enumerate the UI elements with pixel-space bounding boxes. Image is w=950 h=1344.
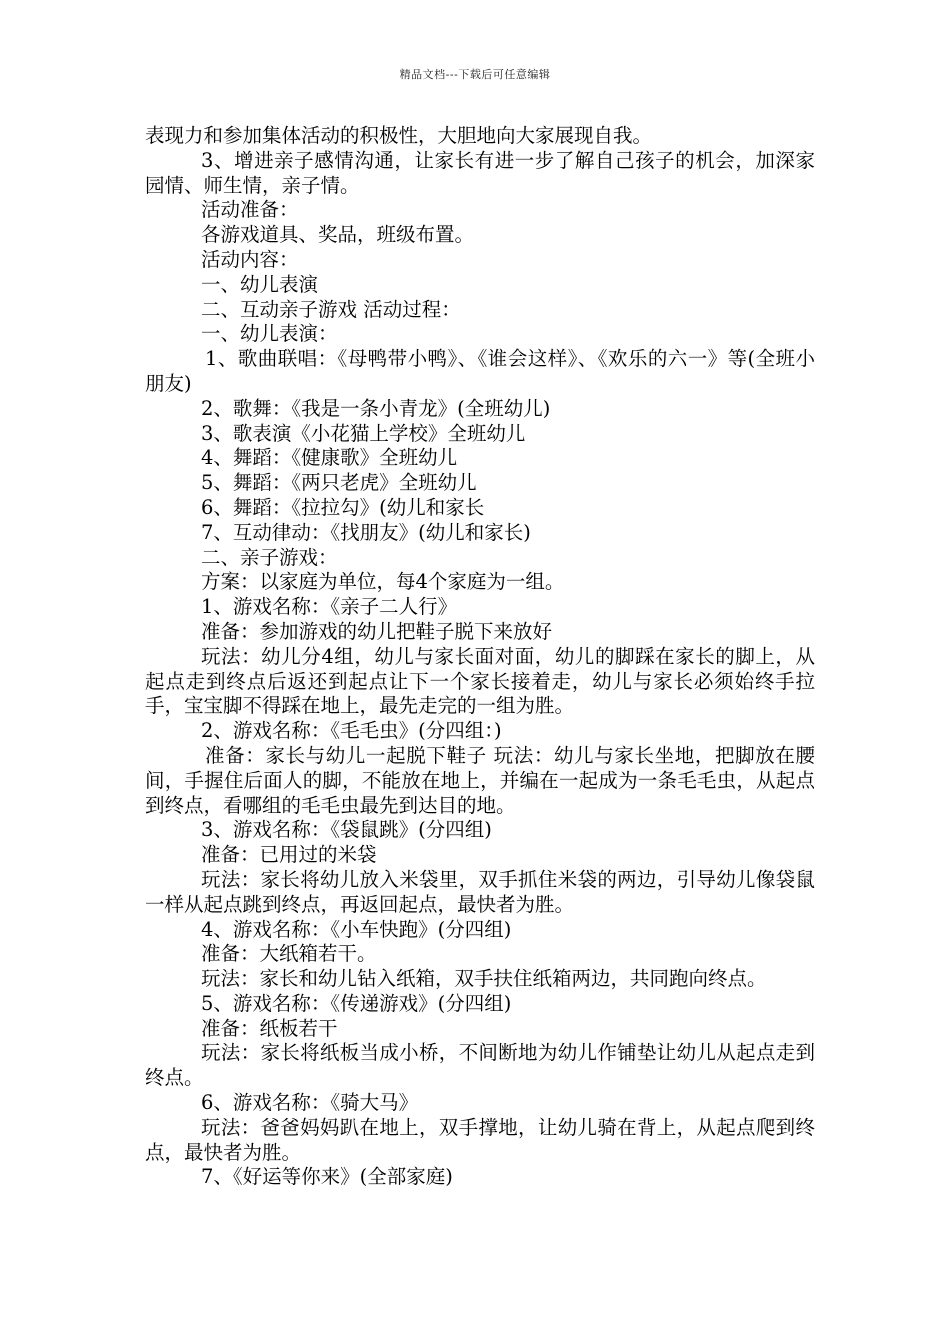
paragraph-line: 3、增进亲子感情沟通，让家长有进一步了解自己孩子的机会，加深家园情、师生情，亲子情。 bbox=[145, 148, 815, 197]
paragraph-line: 5、游戏名称：《传递游戏》(分四组) bbox=[201, 991, 512, 1015]
paragraph-line: 一、幼儿表演： bbox=[201, 322, 338, 346]
paragraph-line: 4、游戏名称：《小车快跑》(分四组) bbox=[201, 917, 512, 941]
paragraph-line: 3、歌表演《小花猫上学校》全班幼儿 bbox=[201, 421, 526, 445]
paragraph-line: 6、舞蹈：《拉拉勾》(幼儿和家长 bbox=[201, 495, 485, 519]
paragraph-line: 2、歌舞：《我是一条小青龙》(全班幼儿) bbox=[201, 396, 551, 420]
paragraph-line: 准备：家长与幼儿一起脱下鞋子 玩法：幼儿与家长坐地，把脚放在腰间，手握住后面人的脚，不能放在地上，并编在一起成为一条毛毛虫，从起点到终点，看哪组的毛毛虫最先到达目的地。 bbox=[145, 743, 815, 817]
paragraph-line: 3、游戏名称：《袋鼠跳》(分四组) bbox=[201, 818, 492, 842]
page-header: 精品文档---下载后可任意编辑 bbox=[399, 68, 551, 81]
paragraph-line: 1、游戏名称：《亲子二人行》 bbox=[201, 595, 458, 619]
paragraph-line: 7、互动律动：《找朋友》(幼儿和家长) bbox=[201, 520, 531, 544]
paragraph-line: 准备：大纸箱若干。 bbox=[201, 942, 377, 966]
paragraph-line: 6、游戏名称：《骑大马》 bbox=[201, 1091, 419, 1115]
paragraph-line: 表现力和参加集体活动的积极性，大胆地向大家展现自我。 bbox=[145, 124, 653, 147]
paragraph-line: 玩法：家长将幼儿放入米袋里，双手抓住米袋的两边，引导幼儿像袋鼠一样从起点跳到终点，再返回起点，最快者为胜。 bbox=[145, 867, 815, 916]
paragraph-line: 玩法：幼儿分4组，幼儿与家长面对面，幼儿的脚踩在家长的脚上，从起点走到终点后返还到起点让下一个家长接着走，幼儿与家长必须始终手拉手，宝宝脚不得踩在地上，最先走完的一组为胜。 bbox=[145, 644, 815, 718]
paragraph-line: 2、游戏名称：《毛毛虫》(分四组：) bbox=[201, 719, 502, 743]
paragraph-line: 活动准备： bbox=[201, 198, 299, 222]
paragraph-line: 4、舞蹈：《健康歌》全班幼儿 bbox=[201, 446, 458, 470]
paragraph-line: 二、互动亲子游戏 活动过程： bbox=[201, 297, 461, 321]
paragraph-line: 二、亲子游戏： bbox=[201, 545, 338, 569]
paragraph-line: 各游戏道具、奖品，班级布置。 bbox=[201, 223, 475, 247]
paragraph-line: 玩法：家长将纸板当成小桥，不间断地为幼儿作铺垫让幼儿从起点走到终点。 bbox=[145, 1041, 815, 1090]
paragraph-line: 玩法：家长和幼儿钻入纸箱，双手扶住纸箱两边，共同跑向终点。 bbox=[201, 967, 767, 991]
paragraph-line: 7、《好运等你来》(全部家庭) bbox=[201, 1165, 453, 1189]
paragraph-line: 活动内容： bbox=[201, 247, 299, 271]
document-body bbox=[145, 124, 815, 1190]
paragraph-line: 一、幼儿表演 bbox=[201, 272, 319, 296]
paragraph-line: 准备：参加游戏的幼儿把鞋子脱下来放好 bbox=[201, 619, 553, 643]
paragraph-line: 准备：纸板若干 bbox=[201, 1016, 338, 1040]
paragraph-line: 方案：以家庭为单位，每4个家庭为一组。 bbox=[201, 570, 565, 594]
paragraph-line: 1、歌曲联唱：《母鸭带小鸭》、《谁会这样》、《欢乐的六一》等(全班小朋友) bbox=[145, 347, 815, 395]
paragraph-line: 玩法：爸爸妈妈趴在地上，双手撑地，让幼儿骑在背上，从起点爬到终点，最快者为胜。 bbox=[145, 1115, 815, 1164]
paragraph-line: 准备：已用过的米袋 bbox=[201, 843, 377, 867]
paragraph-line: 5、舞蹈：《两只老虎》全班幼儿 bbox=[201, 471, 477, 495]
